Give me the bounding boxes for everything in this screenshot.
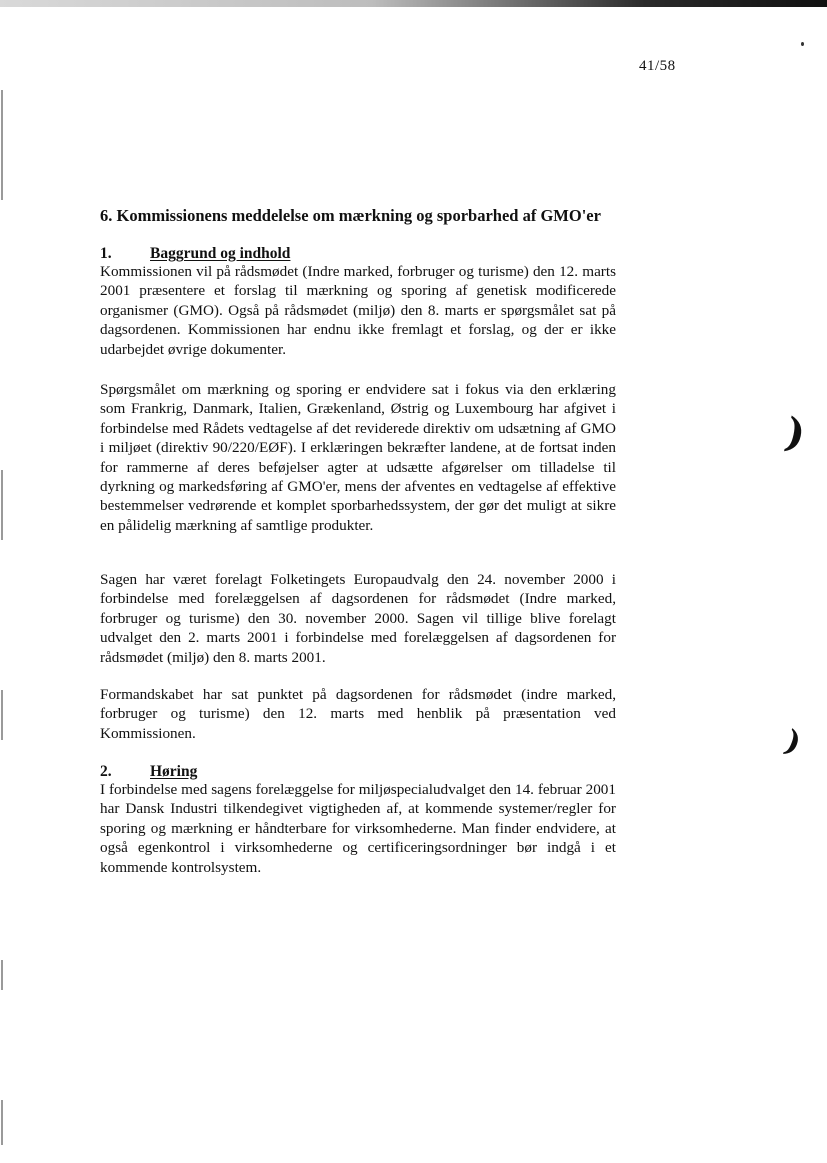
page-number: 41/58 — [639, 58, 676, 74]
paragraph: Formandskabet har sat punktet på dagsordenen for rådsmødet (indre marked, forbruger og turisme) den 12. marts med henblik på præsentation ved Kommissionen. — [100, 686, 616, 742]
paragraph: Kommissionen vil på rådsmødet (Indre marked, forbruger og turisme) den 12. marts 2001 præsentere et forslag til mærkning og sporing af genetisk modificerede organismer (GMO). Også på rådsmødet (miljø) den 8. marts er spørgsmålet sat på dagsordenen. Kommissionen har endnu ikke fremlagt et forslag, og der er ikke udarbejdet øvrige dokumenter. — [100, 263, 616, 358]
punch-hole-mark: ) — [780, 723, 806, 762]
scan-edge-line — [1, 470, 3, 540]
scan-edge-line — [1, 1100, 3, 1145]
scan-border — [0, 0, 827, 7]
scan-edge-line — [1, 690, 3, 740]
scan-edge-line — [1, 90, 3, 200]
section-title: Baggrund og indhold — [150, 245, 291, 262]
section-number: 1. — [100, 245, 112, 262]
section-title: Høring — [150, 763, 198, 780]
punch-hole-mark: ) — [781, 408, 810, 459]
scan-speck — [801, 42, 804, 46]
paragraph: Spørgsmålet om mærkning og sporing er endvidere sat i fokus via den erklæring som Frankrig, Danmark, Italien, Grækenland, Østrig og Luxembourg har afgivet i forbindelse med Rådets vedtagelse af det reviderede direktiv om udsætning af GMO i miljøet (direktiv 90/220/EØF). I erklæringen bekræfter landene, at de fortsat inden for rammerne af deres beføjelser agter at udsætte afgørelser om tilladelse til dyrkning og markedsføring af GMO'er, mens der afventes en vedtagelse af effektive bestemmelser vedrørende et komplet sporbarhedssystem, der gør det muligt at sikre en pålidelig mærkning af samtlige produkter. — [100, 381, 616, 534]
section-heading-1 — [100, 245, 290, 263]
section-number: 2. — [100, 763, 112, 780]
paragraph: Sagen har været forelagt Folketingets Europaudvalg den 24. november 2000 i forbindelse med forelæggelsen af dagsordenen for rådsmødet (Indre marked, forbruger og turisme) den 30. november 2000. Sagen vil tillige blive forelagt udvalget den 2. marts 2001 i forbindelse med forelæggelsen af dagsordenen for rådsmødet (miljø) den 8. marts 2001. — [100, 571, 616, 666]
document-title: 6. Kommissionens meddelelse om mærkning og sporbarhed af GMO'er — [100, 206, 601, 225]
paragraph: I forbindelse med sagens forelæggelse for miljøspecialudvalget den 14. februar 2001 har Dansk Industri tilkendegivet vigtigheden af, at kommende systemer/regler for sporing og mærkning er håndterbare for virksomhederne. Man finder endvidere, at også egenkontrol i virksomhederne og certificeringsordninger bør indgå i et kommende kontrolsystem. — [100, 781, 616, 876]
section-heading-2 — [100, 763, 197, 781]
scan-edge-line — [1, 960, 3, 990]
